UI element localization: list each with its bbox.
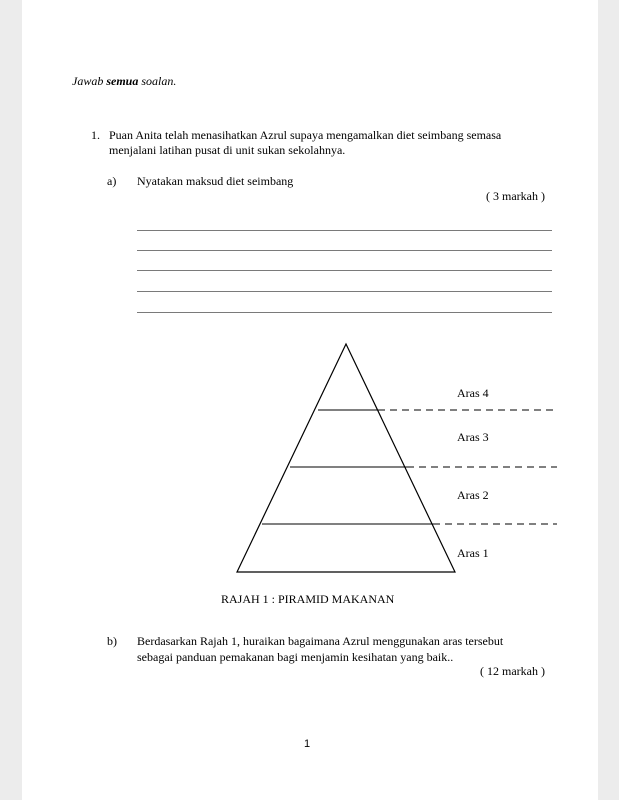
pyramid-outline [237,344,455,572]
level-label-2: Aras 2 [457,488,489,502]
part-a-marks: ( 3 markah ) [486,189,545,203]
part-a-text: Nyatakan maksud diet seimbang [137,174,294,188]
instruction-text: Jawab semua soalan. [72,74,177,88]
level-label-1: Aras 1 [457,546,489,560]
part-b-text-line1: Berdasarkan Rajah 1, huraikan bagaimana Azrul menggunakan aras tersebut [137,634,504,648]
level-label-3: Aras 3 [457,430,489,444]
question-number: 1. [91,128,100,142]
part-b-text-line2: sebagai panduan pemakanan bagi menjamin kesihatan yang baik.. [137,650,454,664]
question-text: Puan Anita telah menasihatkan Azrul supaya mengamalkan diet seimbang semasa menjalani latihan pusat di unit sukan sekolahnya. [109,128,502,157]
page-number: 1 [304,738,311,750]
level-label-4: Aras 4 [457,386,489,400]
part-b-label: b) [107,634,117,648]
part-a-label: a) [107,174,117,188]
figure-caption: RAJAH 1 : PIRAMID MAKANAN [221,592,395,606]
part-b-marks: ( 12 markah ) [480,664,545,678]
